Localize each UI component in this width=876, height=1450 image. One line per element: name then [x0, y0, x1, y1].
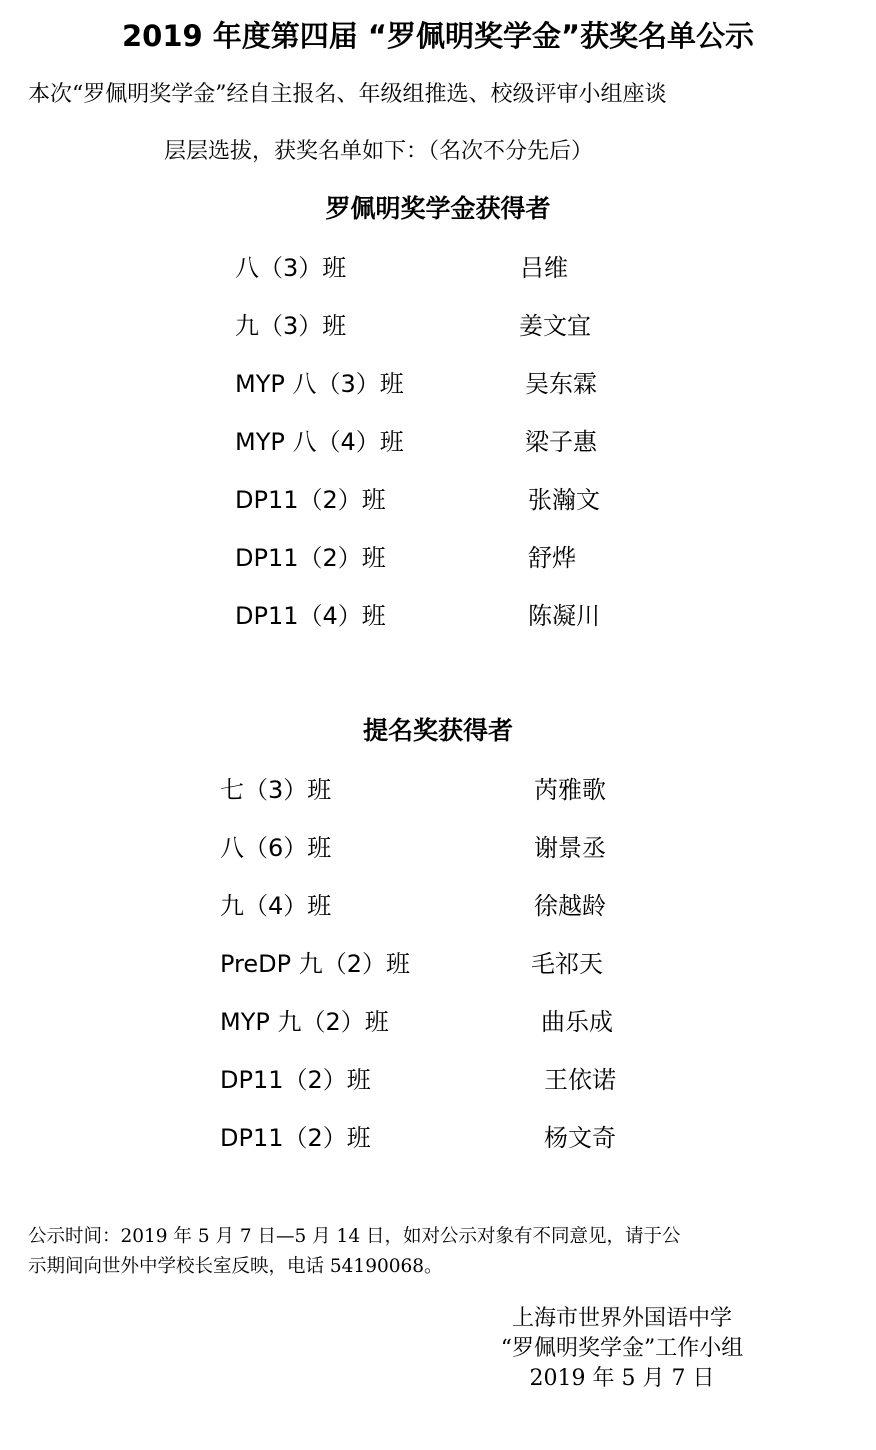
student-name: 徐越龄 [534, 892, 606, 920]
list-item [220, 886, 650, 944]
class-label: DP11（2）班 [220, 1066, 371, 1094]
signature-school: 上海市世界外国语中学 [511, 1306, 732, 1331]
notice-line-1: 公示时间：2019 年 5 月 7 日—5 月 14 日，如对公示对象有不同意见，请于公 [28, 1226, 681, 1247]
student-name: 张瀚文 [528, 486, 600, 514]
class-label: DP11（2）班 [220, 1124, 371, 1152]
class-label: 九（3）班 [235, 312, 347, 340]
notice-line-2: 示期间向世外中学校长室反映，电话 54190068。 [28, 1256, 443, 1277]
list-item [220, 1002, 650, 1060]
student-name: 姜文宜 [519, 312, 591, 340]
list-item [235, 306, 655, 364]
winners-list [235, 248, 655, 654]
signature-group: “罗佩明奖学金”工作小组 [500, 1336, 744, 1361]
student-name: 吴东霖 [525, 370, 597, 398]
list-item [220, 944, 650, 1002]
signature-block [462, 1304, 782, 1394]
class-label: 九（4）班 [220, 892, 332, 920]
list-item [235, 480, 655, 538]
intro-line-2: 层层选拔，获奖名单如下：（名次不分先后） [164, 139, 594, 164]
intro-line-1: 本次“罗佩明奖学金”经自主报名、年级组推选、校级评审小组座谈 [28, 82, 667, 107]
student-name: 吕维 [520, 254, 568, 282]
notice-paragraph [28, 1222, 818, 1282]
page-title: 2019 年度第四届 “罗佩明奖学金”获奖名单公示 [121, 19, 755, 53]
list-item [235, 248, 655, 306]
student-name: 芮雅歌 [534, 776, 606, 804]
class-label: MYP 八（4）班 [235, 428, 404, 456]
student-name: 毛祁天 [531, 950, 603, 978]
class-label: 七（3）班 [220, 776, 332, 804]
list-item [235, 364, 655, 422]
list-item [235, 538, 655, 596]
student-name: 谢景丞 [534, 834, 606, 862]
nominees-list [220, 770, 650, 1176]
class-label: DP11（2）班 [235, 486, 386, 514]
class-label: 八（6）班 [220, 834, 332, 862]
student-name: 曲乐成 [541, 1008, 613, 1036]
winners-heading: 罗佩明奖学金获得者 [325, 194, 551, 223]
list-item [220, 828, 650, 886]
student-name: 舒烨 [528, 544, 576, 572]
class-label: MYP 八（3）班 [235, 370, 404, 398]
list-item [220, 1118, 650, 1176]
list-item [220, 770, 650, 828]
list-item [220, 1060, 650, 1118]
nominees-heading: 提名奖获得者 [362, 716, 513, 745]
list-item [235, 422, 655, 480]
class-label: PreDP 九（2）班 [220, 950, 411, 978]
class-label: DP11（2）班 [235, 544, 386, 572]
signature-date: 2019 年 5 月 7 日 [529, 1366, 715, 1391]
list-item [235, 596, 655, 654]
student-name: 梁子惠 [525, 428, 597, 456]
student-name: 杨文奇 [544, 1124, 616, 1152]
class-label: MYP 九（2）班 [220, 1008, 389, 1036]
student-name: 陈凝川 [528, 602, 600, 630]
class-label: DP11（4）班 [235, 602, 386, 630]
class-label: 八（3）班 [235, 254, 347, 282]
student-name: 王依诺 [544, 1066, 616, 1094]
